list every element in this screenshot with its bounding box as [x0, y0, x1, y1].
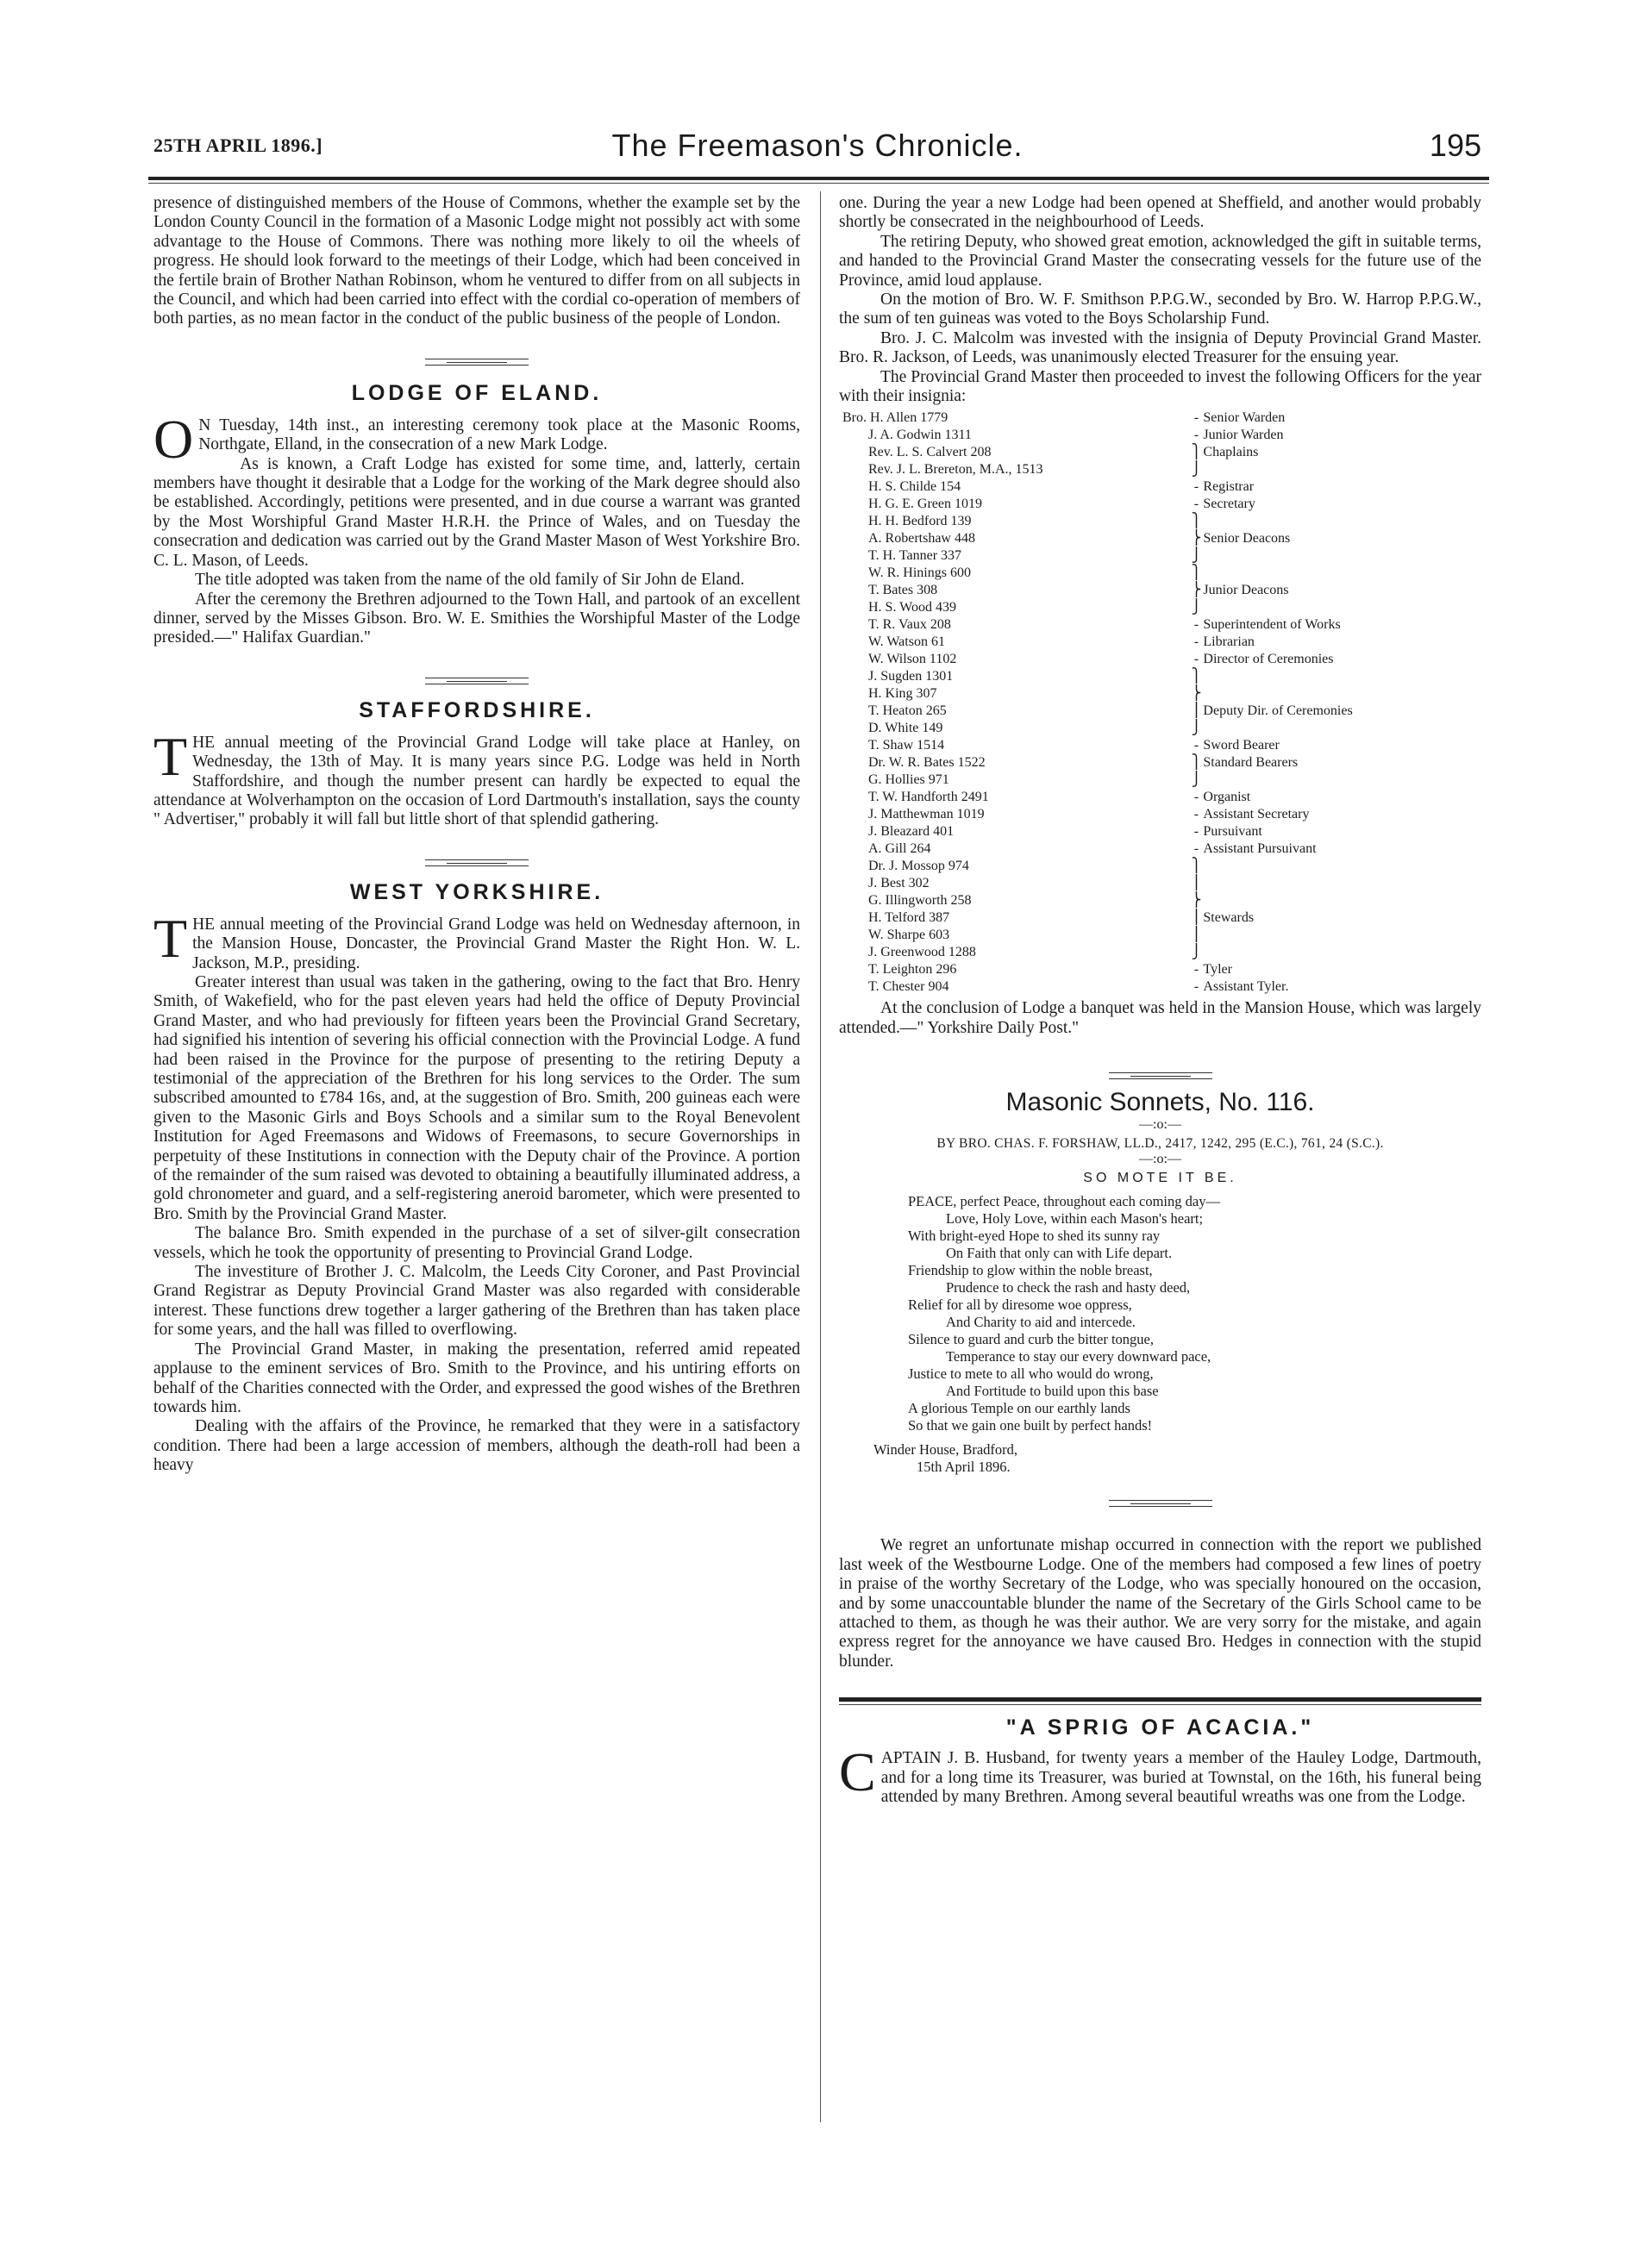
officer-office: Superintendent of Works	[1203, 617, 1341, 633]
officer-row	[842, 547, 1437, 565]
officer-name: H. S. Childe 154	[868, 479, 961, 495]
sonnet-place: Winder House, Bradford,	[873, 1441, 1018, 1459]
brace: -	[1193, 497, 1199, 512]
brace: -	[1193, 410, 1199, 426]
issue-date: 25TH APRIL 1896.]	[153, 134, 323, 156]
officer-name: H. S. Wood 439	[868, 600, 956, 615]
officer-office: Librarian	[1203, 634, 1255, 650]
brace: ⎭	[1191, 721, 1202, 736]
officer-office: Stewards	[1203, 910, 1255, 926]
brace: ⎬	[1191, 531, 1202, 547]
section-separator	[425, 678, 529, 684]
masthead-title: The Freemason's Chronicle.	[611, 128, 1024, 163]
officer-row	[842, 668, 1437, 685]
officer-row	[842, 806, 1437, 823]
acacia-paragraph: CAPTAIN J. B. Husband, for twenty years a member of the Hauley Lodge, Dartmouth, and for a long time its Treasurer, was buried at Townstal, on the 16th, his funeral being attended by many Brethren. Among several beautiful wreaths was one from the Lodge.	[839, 1741, 1481, 1806]
officer-name: H. G. E. Green 1019	[868, 497, 982, 512]
officer-office	[1203, 875, 1437, 892]
officer-row	[842, 823, 1437, 840]
brace: -	[1193, 479, 1199, 495]
brace: -	[1193, 652, 1199, 667]
officer-row	[842, 703, 1437, 720]
officer-office: Junior Deacons	[1203, 583, 1289, 598]
officer-row	[842, 892, 1437, 909]
officer-name: G. Hollies 971	[868, 772, 949, 788]
heading-west-yorkshire: WEST YORKSHIRE.	[349, 879, 604, 904]
brace: ⎫	[1191, 565, 1202, 581]
brace: -	[1193, 824, 1199, 840]
brace: ⎪	[1191, 876, 1202, 891]
brace: ⎭	[1191, 462, 1202, 478]
dropcap: C	[839, 1741, 876, 1803]
brace: -	[1193, 807, 1199, 822]
heading-staffordshire: STAFFORDSHIRE.	[359, 697, 595, 722]
sonnet-date: 15th April 1896.	[917, 1459, 1011, 1476]
dropcap: T	[153, 907, 188, 969]
officer-row	[842, 909, 1437, 927]
officer-office: Assistant Tyler.	[1203, 979, 1289, 995]
right-column	[839, 194, 1481, 1807]
officer-name: W. Sharpe 603	[868, 928, 950, 943]
officer-office	[1203, 858, 1437, 875]
officer-row	[842, 772, 1437, 789]
officer-name: Bro. H. Allen 1779	[842, 410, 948, 426]
officer-name: D. White 149	[868, 721, 943, 736]
officer-name: W. Wilson 1102	[868, 652, 957, 667]
sonnet-poem	[908, 1193, 1481, 1434]
officer-row	[842, 409, 1437, 427]
continued-paragraph-4: Bro. J. C. Malcolm was invested with the insignia of Deputy Provincial Grand Master. Bro. R. Jackson, of Leeds, was unanimously elected Treasurer for the ensuing year.	[839, 328, 1481, 367]
sonnet-byline: BY BRO. CHAS. F. FORSHAW, LL.D., 2417, 1242, 295 (E.C.), 761, 24 (S.C.).	[936, 1136, 1384, 1152]
west-yorkshire-paragraph-1: THE annual meeting of the Provincial Grand Lodge was held on Wednesday afternoon, in the Mansion House, Doncaster, the Provincial Grand Master the Right Hon. W. L. Jackson, M.P., presiding.	[153, 907, 800, 972]
officer-name: H. H. Bedford 139	[868, 514, 972, 529]
brace: ⎫	[1191, 445, 1202, 460]
heading-lodge-of-eland: LODGE OF ELAND.	[351, 380, 603, 405]
officer-name: Rev. L. S. Calvert 208	[868, 445, 992, 460]
officer-name: Dr. J. Mossop 974	[868, 859, 969, 874]
officer-name: J. A. Godwin 1311	[868, 428, 972, 443]
officer-row	[842, 616, 1437, 634]
officer-office: Senior Warden	[1203, 410, 1286, 426]
officer-row	[842, 530, 1437, 547]
officer-row	[842, 720, 1437, 737]
officer-name: T. Chester 904	[868, 979, 949, 995]
officer-name: T. W. Handforth 2491	[868, 790, 989, 805]
officer-row	[842, 875, 1437, 892]
brace: ⎬	[1191, 583, 1202, 598]
officer-office: Pursuivant	[1203, 824, 1262, 840]
officer-row	[842, 496, 1437, 513]
officer-row	[842, 565, 1437, 582]
officer-row	[842, 927, 1437, 944]
officer-name: T. Bates 308	[868, 583, 938, 598]
officer-name: J. Matthewman 1019	[868, 807, 985, 822]
header-rule-thin	[148, 183, 1489, 184]
brace: ⎬	[1191, 893, 1202, 909]
poem-line: And Charity to aid and intercede.	[946, 1314, 1136, 1331]
officer-name: J. Sugden 1301	[868, 669, 954, 684]
officer-name: G. Illingworth 258	[868, 893, 972, 909]
continued-paragraph-3: On the motion of Bro. W. F. Smithson P.P.G.W., seconded by Bro. W. Harrop P.P.G.W., the sum of ten guineas was voted to the Boys Scholarship Fund.	[839, 291, 1481, 328]
dropcap: O	[153, 408, 194, 470]
officer-name: Rev. J. L. Brereton, M.A., 1513	[868, 462, 1043, 478]
west-yorkshire-paragraph-2: Greater interest than usual was taken in the gathering, owing to the fact that Bro. Henry Smith, of Wakefield, who for the past eleven years had held the office of Deputy Provincial Grand Master, and who had previously for fifteen years been the Provincial Grand Secretary, had signified his intention of severing his official connection with the Provincial Lodge. A fund had been raised in the Province for the purpose of presenting to the retiring Deputy a testimonial of the appreciation of the Brethren for his long services to the Order. The sum subscribed amounted to £784 16s, and, at the suggestion of Bro. Smith, 200 guineas each were given to the Masonic Girls and Boys Schools and a similar sum to the Royal Benevolent Institution for Aged Freemasons and Widows of Freemasons, to secure Governorships in perpetuity of these Institutions in connection with the Deputy chair of the Province. A portion of the remainder of the sum raised was devoted to obtaining a beautifully illuminated address, a gold chronometer and guard, and a self-registering aneroid barometer, which were presented to Bro. Smith by the Provincial Grand Master.	[153, 972, 800, 1223]
poem-line: A glorious Temple on our earthly lands	[908, 1400, 1130, 1417]
poem-line: PEACE, perfect Peace, throughout each coming day—	[908, 1193, 1220, 1210]
officer-row	[842, 858, 1437, 875]
page-header	[153, 129, 1481, 172]
officer-office	[1203, 892, 1437, 909]
officer-row	[842, 789, 1437, 806]
west-yorkshire-paragraph-3: The balance Bro. Smith expended in the purchase of a set of silver-gilt consecration vessels, which he took the opportunity of presenting to Provincial Grand Lodge.	[153, 1224, 800, 1262]
officer-office	[1203, 599, 1437, 616]
brace: ⎫	[1191, 514, 1202, 529]
brace: ⎫	[1191, 859, 1202, 874]
officer-row	[842, 582, 1437, 599]
brace: ⎭	[1191, 600, 1202, 615]
officer-name: J. Greenwood 1288	[868, 945, 976, 960]
brace: -	[1193, 962, 1199, 978]
poem-line: And Fortitude to build upon this base	[946, 1383, 1159, 1400]
officer-office	[1203, 461, 1437, 478]
west-yorkshire-paragraph-5: The Provincial Grand Master, in making the presentation, referred amid repeated applause to the eminent services of Bro. Smith to the Province, and his untiring efforts on behalf of the Charities connected with the Order, and expressed the good wishes of the Brethren towards him.	[153, 1340, 800, 1416]
dropcap: T	[153, 725, 188, 787]
officer-row	[842, 651, 1437, 668]
officer-name: J. Bleazard 401	[868, 824, 955, 840]
thin-rule	[839, 1704, 1481, 1705]
poem-line: Silence to guard and curb the bitter tongue,	[908, 1331, 1154, 1348]
poem-line: Relief for all by diresome woe oppress,	[908, 1296, 1132, 1314]
officer-office: Deputy Dir. of Ceremonies	[1203, 703, 1353, 719]
brace: -	[1193, 428, 1199, 443]
officer-name: W. R. Hinings 600	[868, 565, 971, 581]
regret-paragraph: We regret an unfortunate mishap occurred in connection with the report we published last week of the Westbourne Lodge. One of the members had composed a few lines of poetry in praise of the worthy Secretary of the Lodge, who was specially honoured on the occasion, and by some unaccountable blunder the name of the Secretary of the Girls School came to be attached to them, as though he was their author. We are very sorry for the mistake, and again express regret for the annoyance we have caused Bro. Hedges in connection with the stupid blunder.	[839, 1536, 1481, 1671]
officer-office: Assistant Secretary	[1203, 807, 1310, 822]
continued-paragraph-1: one. During the year a new Lodge had been opened at Sheffield, and another would probably shortly be consecrated in the neighbourhood of Leeds.	[839, 194, 1481, 232]
sonnet-separator: —:o:—	[1139, 1117, 1181, 1133]
brace: ⎫	[1191, 669, 1202, 684]
eland-paragraph-1: O N Tuesday, 14th inst., an interesting ceremony took place at the Masonic Rooms, Northgate, Elland, in the consecration of a new Mark Lodge.	[153, 408, 800, 470]
officer-name: T. Shaw 1514	[868, 738, 945, 753]
heading-sprig-of-acacia: "A SPRIG OF ACACIA."	[1005, 1715, 1315, 1740]
section-separator	[1109, 1072, 1212, 1079]
column-divider	[820, 191, 821, 2122]
brace: ⎪	[1191, 703, 1202, 719]
poem-line: Prudence to check the rash and hasty deed,	[946, 1279, 1191, 1296]
officer-row	[842, 961, 1437, 978]
brace: -	[1193, 617, 1199, 633]
eland-paragraph-2: As is known, a Craft Lodge has existed for some time, and, latterly, certain members have thought it desirable that a Lodge for the working of the Mark degree should also be established. Accordingly, petitions were presented, and in due course a warrant was granted by the Most Worshipful Grand Master H.R.H. the Prince of Wales, and on Tuesday the consecration and dedication was carried out by the Grand Master Mason of West Yorkshire Bro. C. L. Mason, of Leeds.	[153, 454, 800, 570]
officer-office	[1203, 547, 1437, 565]
officer-office	[1203, 513, 1437, 530]
poem-line: On Faith that only can with Life depart.	[946, 1245, 1173, 1262]
officer-office: Junior Warden	[1203, 428, 1284, 443]
officer-office: Organist	[1203, 790, 1251, 805]
officer-name: T. Heaton 265	[868, 703, 947, 719]
officer-office: Senior Deacons	[1203, 531, 1291, 547]
officer-office	[1203, 927, 1437, 944]
brace: ⎭	[1191, 772, 1202, 788]
officer-row	[842, 944, 1437, 961]
page-number: 195	[1429, 128, 1481, 163]
officer-office: Chaplains	[1203, 445, 1259, 460]
officer-office: Registrar	[1203, 479, 1255, 495]
officer-row	[842, 737, 1437, 754]
officer-row	[842, 634, 1437, 651]
sonnet-title: Masonic Sonnets, No. 116.	[1005, 1088, 1315, 1117]
officer-name: H. King 307	[868, 686, 937, 702]
eland-paragraph-4: After the ceremony the Brethren adjourned to the Town Hall, and partook of an excellent dinner, served by the Misses Gibson. Bro. W. E. Smithies the Worshipful Master of the Lodge presided.—" Halifax Guardian."	[153, 590, 800, 647]
west-yorkshire-paragraph-6: Dealing with the affairs of the Province, he remarked that they were in a satisfactory condition. There had been a large accession of members, although the death-roll had been a heavy	[153, 1417, 800, 1475]
officer-row	[842, 599, 1437, 616]
officer-office: Director of Ceremonies	[1203, 652, 1334, 667]
section-separator	[425, 359, 529, 366]
brace: ⎪	[1191, 910, 1202, 926]
brace: -	[1193, 841, 1199, 857]
brace: ⎫	[1191, 755, 1202, 771]
officer-office: Tyler	[1203, 962, 1232, 978]
eland-paragraph-3: The title adopted was taken from the name of the old family of Sir John de Eland.	[195, 571, 745, 590]
brace: -	[1193, 738, 1199, 753]
left-column	[153, 194, 800, 1476]
poem-line: Temperance to stay our every downward pace,	[946, 1348, 1211, 1365]
brace: ⎪	[1191, 928, 1202, 943]
banquet-paragraph: At the conclusion of Lodge a banquet was held in the Mansion House, which was largely attended.—" Yorkshire Daily Post."	[839, 999, 1481, 1037]
officer-office	[1203, 944, 1437, 961]
officer-row	[842, 513, 1437, 530]
officer-row	[842, 444, 1437, 461]
officer-office	[1203, 720, 1437, 737]
brace: -	[1193, 634, 1199, 650]
officer-name: T. R. Vaux 208	[868, 617, 951, 633]
officer-office	[1203, 685, 1437, 703]
section-separator	[1109, 1500, 1212, 1507]
heavy-rule	[839, 1697, 1481, 1702]
officer-name: T. H. Tanner 337	[868, 548, 962, 564]
sonnet-separator: —:o:—	[1139, 1152, 1181, 1167]
officer-row	[842, 840, 1437, 858]
brace: -	[1193, 790, 1199, 805]
sonnet-subtitle: SO MOTE IT BE.	[1083, 1171, 1237, 1186]
header-rule	[148, 177, 1489, 180]
officer-row	[842, 685, 1437, 703]
officer-name: Dr. W. R. Bates 1522	[868, 755, 986, 771]
poem-line: Justice to mete to all who would do wrong,	[908, 1365, 1154, 1383]
poem-line: Love, Holy Love, within each Mason's heart;	[946, 1210, 1204, 1228]
officer-name: A. Robertshaw 448	[868, 531, 975, 547]
officer-name: W. Watson 61	[868, 634, 945, 650]
officer-name: J. Best 302	[868, 876, 930, 891]
poem-line: Friendship to glow within the noble breast,	[908, 1262, 1153, 1279]
brace: ⎭	[1191, 548, 1202, 564]
officer-office	[1203, 668, 1437, 685]
officer-office: Sword Bearer	[1203, 738, 1280, 753]
officer-office	[1203, 772, 1437, 789]
continued-paragraph-5: The Provincial Grand Master then proceeded to invest the following Officers for the year with their insignia:	[839, 367, 1481, 406]
officers-table	[842, 409, 1437, 996]
poem-line: So that we gain one built by perfect hands!	[908, 1417, 1153, 1434]
brace: -	[1193, 979, 1199, 995]
officer-row	[842, 978, 1437, 996]
officer-row	[842, 461, 1437, 478]
staffordshire-paragraph: THE annual meeting of the Provincial Grand Lodge will take place at Hanley, on Wednesday, the 13th of May. It is many years since P.G. Lodge was held in North Staffordshire, and though the number present can hardly be expected to equal the attendance at Wolverhampton on the occasion of Lord Dartmouth's installation, says the county " Advertiser," probably it will fall but little short of that splendid gathering.	[153, 725, 800, 829]
continued-paragraph-2: The retiring Deputy, who showed great emotion, acknowledged the gift in suitable terms, and handed to the Provincial Grand Master the consecrating vessels for the future use of the Province, amid loud applause.	[839, 232, 1481, 290]
west-yorkshire-paragraph-4: The investiture of Brother J. C. Malcolm, the Leeds City Coroner, and Past Provincial Grand Registrar as Deputy Provincial Grand Master was also regarded with considerable interest. These functions drew together a larger gathering of the Brethren than has taken place for some years, and the hall was filled to overflowing.	[153, 1263, 800, 1340]
poem-line: With bright-eyed Hope to shed its sunny ray	[908, 1228, 1161, 1245]
officer-office	[1203, 565, 1437, 582]
officer-name: A. Gill 264	[868, 841, 931, 857]
brace: ⎬	[1191, 686, 1202, 702]
officer-office: Secretary	[1203, 497, 1255, 512]
officer-office: Assistant Pursuivant	[1203, 841, 1317, 857]
officer-office: Standard Bearers	[1203, 755, 1299, 771]
officer-row	[842, 427, 1437, 444]
officer-name: H. Telford 387	[868, 910, 950, 926]
officer-row	[842, 478, 1437, 496]
section-separator	[425, 859, 529, 866]
officer-name: T. Leighton 296	[868, 962, 957, 978]
intro-paragraph: presence of distinguished members of the House of Commons, whether the example set by the London County Council in the formation of a Masonic Lodge might not possibly act with some advantage to the House of Commons. There was nothing more likely to oil the wheels of progress. He should look forward to the meetings of their Lodge, which had been conceived in the fertile brain of Brother Nathan Robinson, whom he ventured to differ from on all subjects in the Council, and which had been carried into effect with the cordial co-operation of members of both parties, as no mean factor in the conduct of the public business of the people of London.	[153, 194, 800, 328]
brace: ⎭	[1191, 945, 1202, 960]
officer-row	[842, 754, 1437, 772]
